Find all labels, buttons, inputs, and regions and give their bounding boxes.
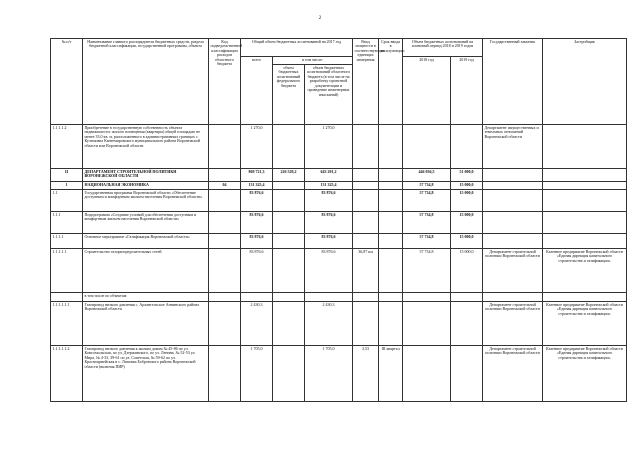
table-row: 1.1.1.1.1.2 Газопровод низкого давления к жилым домам № 45-86 по ул. Комсомольская, по ул. Дзержинского, по ул. Ленина, № 52-53 ул. Мира, № 4-33, 39-61 по ул. Советская, № 59-62 по ул. Красноармейская в с. Липовка Бобровского района Воронежской области (включая ПИР) 1 705,0 1 705,0 3,53 III квартал Департамент строительной политики Воронежской области Казенное предприятие Воронежской области «Единая дирекция капитального строительства и газификации» bbox=[51, 346, 627, 402]
table-row: 1.1 Государственная программа Воронежской области «Обеспечение доступным и комфортным жильем населения Воронежской области» 83 876,6 83 876,6 57 734,8 15 000,0 bbox=[51, 190, 627, 212]
page-number: 2 bbox=[318, 16, 322, 21]
table-row: в том числе по объектам: bbox=[51, 293, 627, 302]
header-code: Код подведомственной классификации расходов областного бюджета bbox=[209, 39, 241, 125]
header-customer: Государственный заказчик bbox=[483, 39, 543, 125]
header-plan-group: Объем бюджетных ассигнований на плановый период 2018 и 2019 годов bbox=[403, 39, 483, 57]
header-total-group: Общий объем бюджетных ассигнований на 2017 год bbox=[241, 39, 353, 57]
table-row: 1.1.1.1.2 Приобретение в государственную собственность объекта недвижимости: жилого помещения (квартиры) общей площадью не менее 33,0 кв. м, расположенного в административных границах с. Кулешовка Кантемировского муниципального района Воронежской области или Воронежской области 1 270,0 1 270,0 Департамент имущественных и земельных отношений Воронежской области bbox=[51, 125, 627, 169]
table-row: 1.1.1.1.1.1 Газопровод низкого давления с. Архангельское Аннинского района Воронежской области 2 430,3 2 430,3 Департамент строительной политики Воронежской области Казенное предприятие Воронежской области «Единая дирекция капитального строительства и газификации» bbox=[51, 302, 627, 346]
header-reg: объем бюджетных ассигнований областного бюджета (в том числе на разработку проектной документации и проведение инженерных изысканий) bbox=[305, 65, 353, 125]
header-2018: 2018 год bbox=[403, 57, 451, 125]
header-incl: в том числе: bbox=[273, 57, 353, 65]
table-row: 1.1.1.1.1 Строительство газораспределительных сетей 83 876,6 83 876,6 36,87 км 57 734,8 15 000,0 Департамент строительной политики Воронежской области Казенное предприятие Воронежской области «Единая дирекция капитального строительства и газификации» bbox=[51, 249, 627, 293]
header-deadline: Срок ввода в эксплуатацию bbox=[379, 39, 403, 125]
investment-table bbox=[50, 38, 627, 402]
header-num: № п/т bbox=[51, 39, 83, 125]
header-name: Наименование главного распорядителя бюджетных средств, раздела бюджетной классификации, государственной программы, объекта bbox=[83, 39, 209, 125]
header-developer: Застройщик bbox=[543, 39, 627, 125]
table-row: II ДЕПАРТАМЕНТ СТРОИТЕЛЬНОЙ ПОЛИТИКИ ВОРОНЕЖСКОЙ ОБЛАСТИ 869 721,3 226 520,2 643 201,2 446 036,5 51 000,0 bbox=[51, 169, 627, 182]
header-2019: 2019 год bbox=[451, 57, 483, 125]
header-capacity: Ввод мощности в соответствующих единицах измерения bbox=[353, 39, 379, 125]
table-row: 1.1.1.1 Основное мероприятие «Газификация Воронежской области» 83 876,6 83 876,6 57 734,8 15 000,0 bbox=[51, 234, 627, 249]
header-fed: объем бюджетных ассигнований федерального бюджета bbox=[273, 65, 305, 125]
table-row: 1.1.1 Подпрограмма «Создание условий для обеспечения доступным и комфортным жильем населения Воронежской области» 83 876,6 83 876,6 57 734,8 15 000,0 bbox=[51, 212, 627, 234]
table-row: 1 НАЦИОНАЛЬНАЯ ЭКОНОМИКА 04 131 325,4 131 325,4 57 734,8 15 000,0 bbox=[51, 182, 627, 190]
header-total: всего bbox=[241, 57, 273, 125]
